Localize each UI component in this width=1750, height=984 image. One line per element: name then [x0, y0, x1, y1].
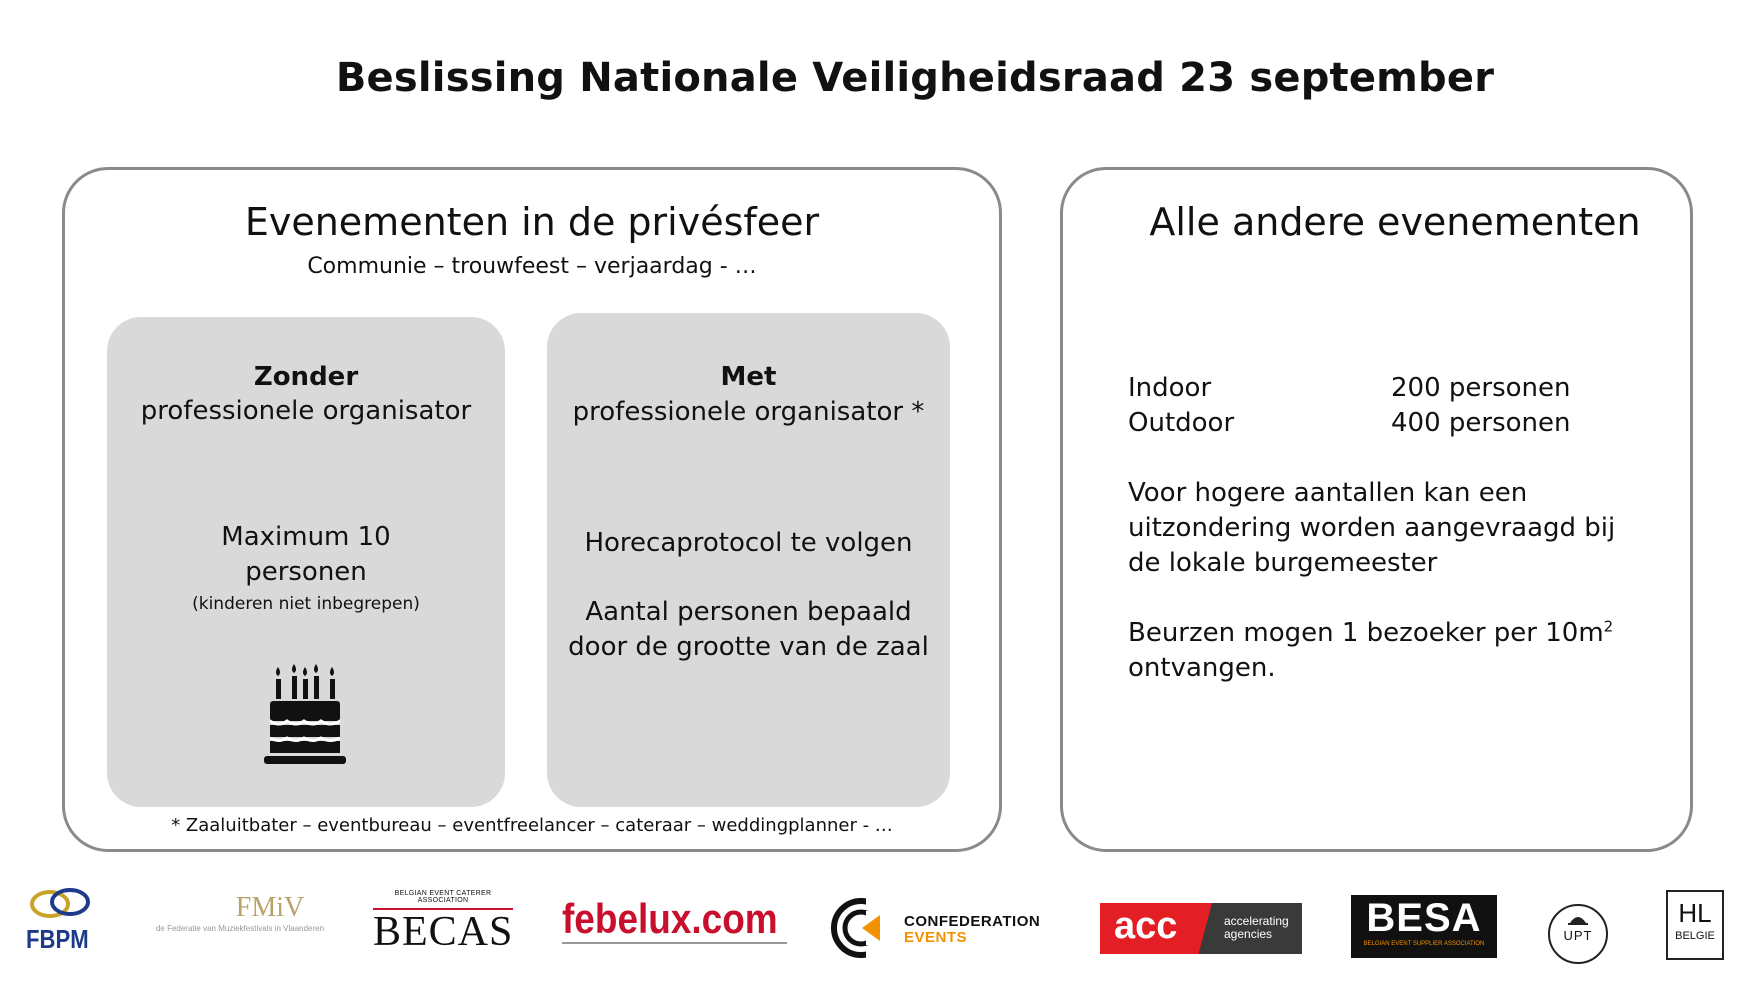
indoor-label: Indoor — [1128, 373, 1212, 403]
card-without-line: professionele organisator — [140, 396, 472, 426]
outdoor-value: 400 personen — [1391, 408, 1571, 438]
besa-text: BESA — [1366, 896, 1482, 940]
exception-line3: de lokale burgemeester — [1128, 548, 1438, 578]
fairs-superscript: 2 — [1603, 617, 1614, 636]
acc-logo — [1100, 903, 1302, 954]
fbpm-text: FBPM — [26, 924, 89, 954]
hl-text: HL — [1678, 898, 1712, 928]
becas-top-text: BELGIAN EVENT CATERER ASSOCIATION — [394, 890, 492, 904]
other-events-heading: Alle andere evenementen — [1149, 200, 1641, 244]
card-without-bold: Zonder — [253, 362, 359, 392]
fmiv-text: FMiV — [235, 892, 305, 923]
fbpm-rings-icon — [26, 880, 96, 924]
fmiv-logo — [150, 892, 330, 952]
hl-subtext: BELGIE — [1675, 930, 1715, 942]
confederation-line1: CONFEDERATION — [904, 913, 1041, 930]
private-events-heading: Evenementen in de privésfeer — [244, 200, 820, 244]
upt-cloche-icon — [1568, 913, 1588, 925]
private-events-subheading: Communie – trouwfeest – verjaardag - … — [307, 254, 757, 279]
birthday-cake-icon — [264, 662, 346, 768]
febelux-underline — [562, 942, 787, 944]
acc-sub1: accelerating — [1224, 914, 1289, 928]
hl-logo — [1666, 890, 1724, 960]
febelux-text: febelux.com — [562, 895, 778, 942]
card-without-note: (kinderen niet inbegrepen) — [192, 594, 420, 614]
card-with-rule1: Horecaprotocol te volgen — [584, 528, 913, 558]
besa-subtext: BELGIAN EVENT SUPPLIER ASSOCIATION — [1363, 941, 1485, 947]
confederation-c-icon — [830, 897, 892, 959]
card-without-max-line1: Maximum 10 — [221, 522, 391, 552]
card-with-bold: Met — [720, 362, 777, 392]
becas-logo — [373, 890, 513, 954]
confederation-logo — [830, 897, 1060, 959]
becas-text: BECAS — [373, 909, 514, 955]
upt-logo — [1548, 904, 1608, 964]
febelux-logo — [562, 896, 792, 944]
acc-sub2: agencies — [1224, 927, 1273, 941]
indoor-value: 200 personen — [1391, 373, 1571, 403]
fairs-text: Beurzen mogen 1 bezoeker per 10m — [1128, 618, 1604, 648]
card-with-rule2-line1: Aantal personen bepaald — [585, 597, 912, 627]
fmiv-subtext: de Federatie van Muziekfestivals in Vlaanderen — [155, 924, 325, 933]
fairs-line1 — [1128, 616, 1613, 651]
upt-text: UPT — [1563, 928, 1593, 943]
exception-line1: Voor hogere aantallen kan een — [1128, 478, 1528, 508]
acc-text: acc — [1114, 905, 1178, 947]
page-title: Beslissing Nationale Veiligheidsraad 23 september — [335, 55, 1495, 101]
exception-line2: uitzondering worden aangevraagd bij — [1128, 513, 1616, 543]
card-with-line: professionele organisator * — [572, 397, 925, 427]
fbpm-logo — [26, 880, 96, 955]
outdoor-label: Outdoor — [1128, 408, 1235, 438]
footnote: * Zaaluitbater – eventbureau – eventfreelancer – cateraar – weddingplanner - … — [171, 815, 893, 836]
card-with-rule2-line2: door de grootte van de zaal — [568, 632, 929, 662]
confederation-line2: EVENTS — [904, 929, 968, 946]
besa-logo — [1351, 895, 1497, 958]
fairs-line2: ontvangen. — [1128, 653, 1276, 683]
card-without-max-line2: personen — [245, 557, 367, 587]
